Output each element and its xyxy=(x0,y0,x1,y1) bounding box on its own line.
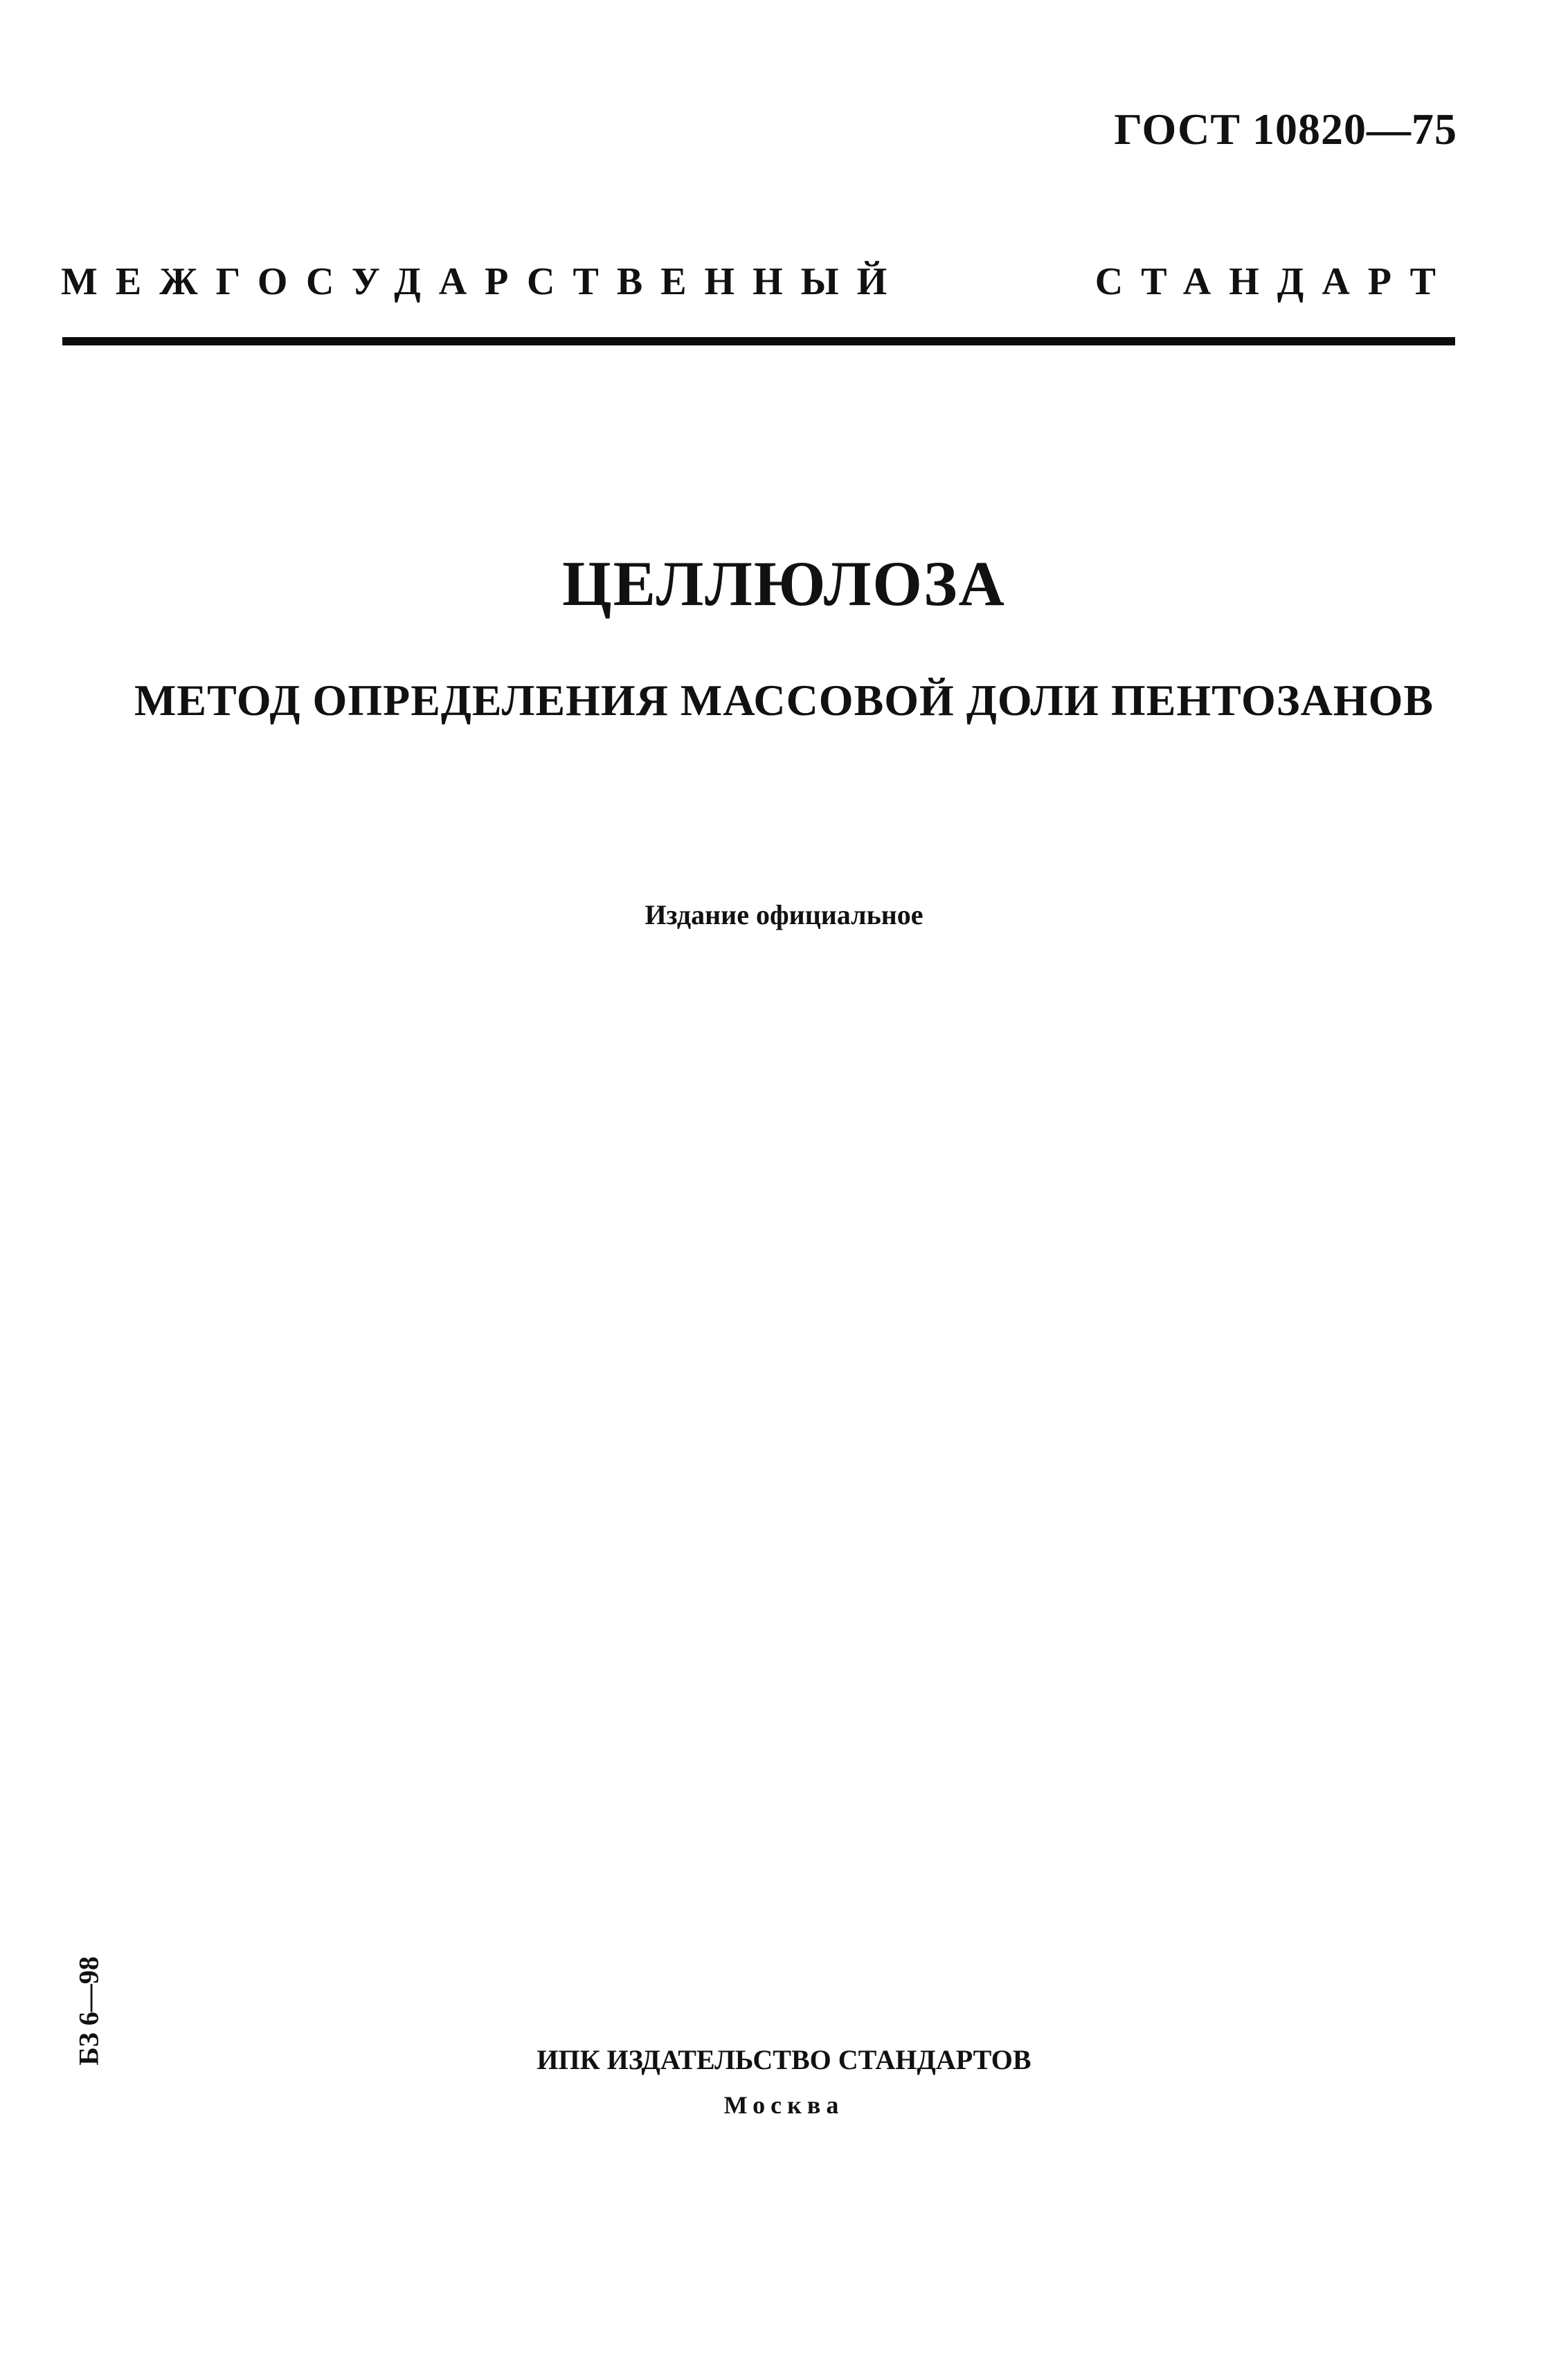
document-subtitle: МЕТОД ОПРЕДЕЛЕНИЯ МАССОВОЙ ДОЛИ ПЕНТОЗАНОВ xyxy=(134,676,1434,725)
header-rule xyxy=(62,337,1455,345)
publisher-city: Москва xyxy=(723,2091,845,2119)
publisher: ИПК ИЗДАТЕЛЬСТВО СТАНДАРТОВ xyxy=(537,2044,1031,2075)
side-code: БЗ 6—98 xyxy=(73,1956,105,2066)
document-title: ЦЕЛЛЮЛОЗА xyxy=(562,548,1006,619)
banner-right: СТАНДАРТ xyxy=(1094,260,1454,303)
banner-left: МЕЖГОСУДАРСТВЕННЫЙ xyxy=(61,260,905,303)
standard-number: ГОСТ 10820—75 xyxy=(1114,105,1457,154)
standard-type-banner xyxy=(61,260,1454,304)
edition-note: Издание официальное xyxy=(645,899,923,930)
